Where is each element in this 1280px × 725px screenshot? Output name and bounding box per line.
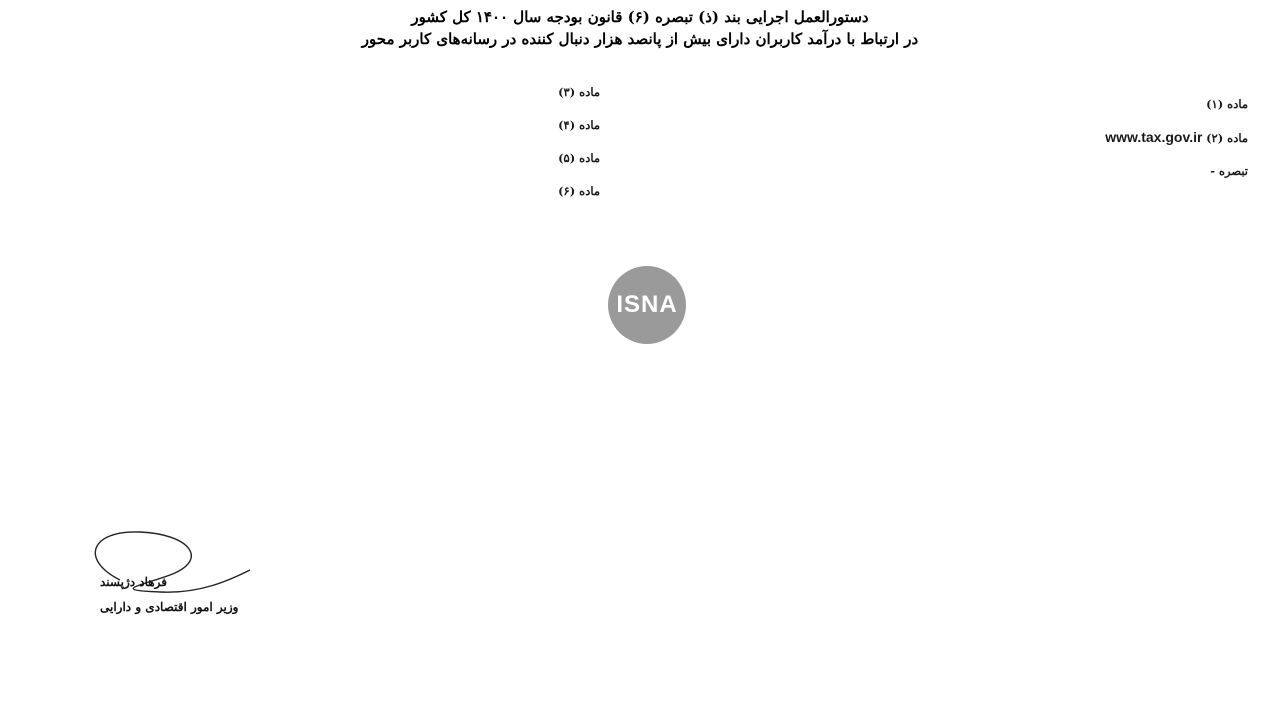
document-title [0, 6, 1280, 50]
article-1-heading: ماده (۱) [1206, 97, 1248, 111]
signatory-role: وزیر امور اقتصادی و دارایی [100, 600, 239, 614]
title-line-2: در ارتباط با درآمد کاربران دارای بیش از پانصد هزار دنبال کننده در رسانه‌های کاربر محور [361, 30, 919, 48]
tax-website-link[interactable]: www.tax.gov.ir [1105, 129, 1203, 145]
article-2-heading: ماده (۲) [1206, 131, 1248, 145]
article-4 [30, 115, 600, 136]
article-6 [30, 181, 600, 202]
signatory-name: فرهاد دژپسند [100, 575, 167, 589]
article-5 [30, 148, 600, 169]
left-column [30, 82, 600, 214]
article-1 [648, 94, 1248, 115]
right-column [648, 82, 1248, 194]
article-6-heading: ماده (۶) [558, 184, 600, 198]
isna-logo: ISNA [608, 266, 686, 344]
article-3 [30, 82, 600, 103]
note-heading: تبصره - [1210, 164, 1248, 178]
signature-block [60, 520, 320, 630]
title-line-1: دستورالعمل اجرایی بند (ذ) تبصره (۶) قانون بودجه سال ۱۴۰۰ کل کشور [411, 8, 869, 26]
article-2 [648, 127, 1248, 149]
note [648, 161, 1248, 182]
article-3-heading: ماده (۳) [558, 85, 600, 99]
article-5-heading: ماده (۵) [558, 151, 600, 165]
article-4-heading: ماده (۴) [558, 118, 600, 132]
